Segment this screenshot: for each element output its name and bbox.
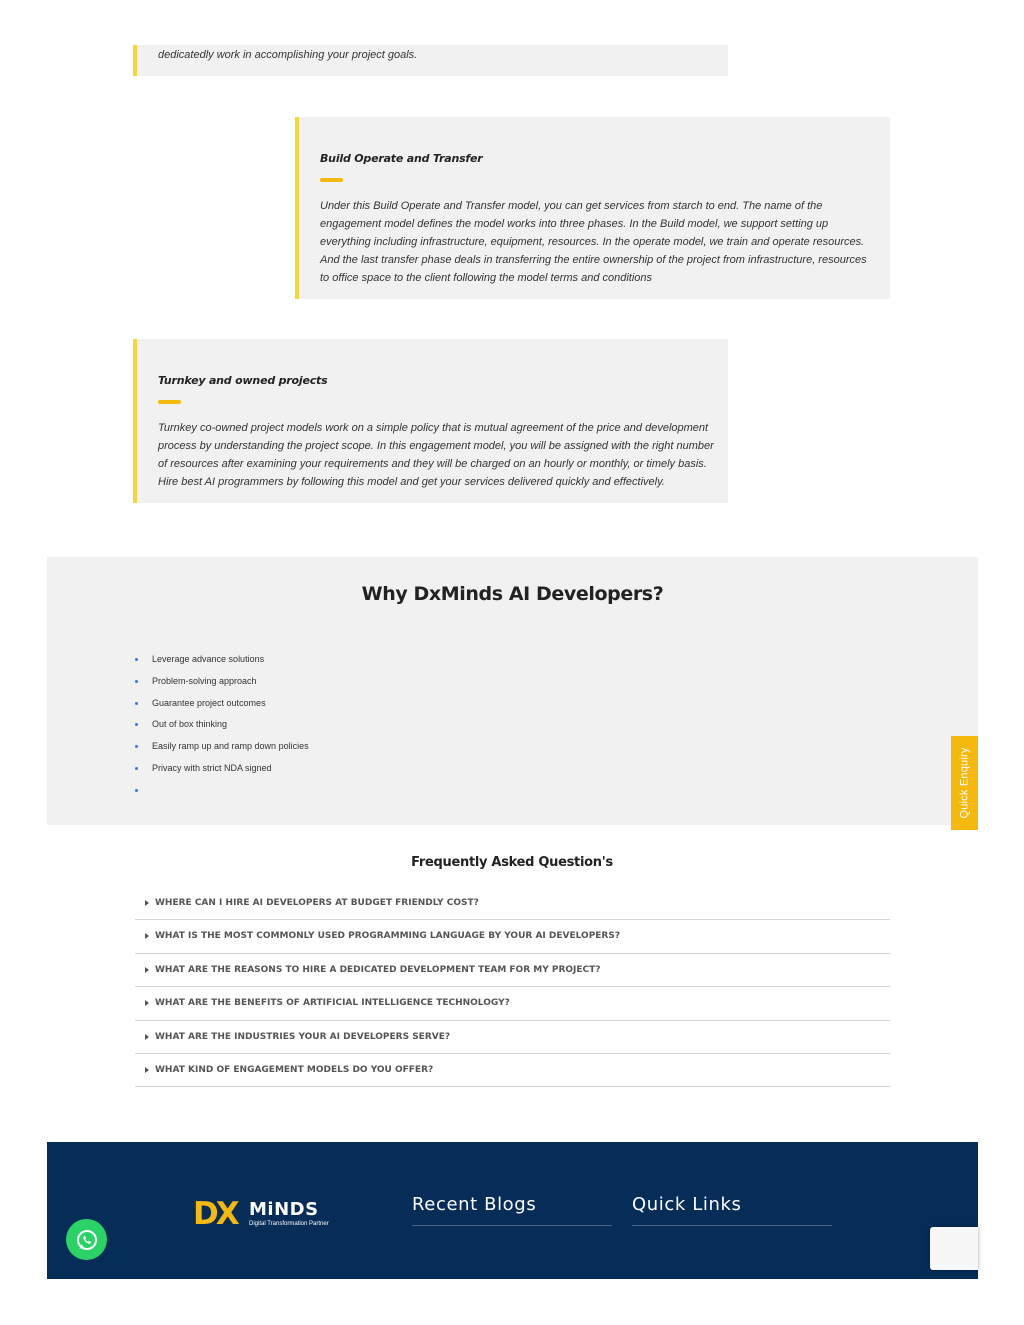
why-section <box>47 557 978 825</box>
list-item: Problem-solving approach <box>135 674 309 696</box>
faq-question-label: WHAT ARE THE REASONS TO HIRE A DEDICATED DEVELOPMENT TEAM FOR MY PROJECT? <box>155 964 601 975</box>
faq-question-label: WHAT KIND OF ENGAGEMENT MODELS DO YOU OFFER? <box>155 1064 434 1075</box>
caret-right-icon <box>145 933 149 939</box>
engagement-card-bot <box>295 117 890 299</box>
logo-tagline: Digital Transformation Partner <box>249 1221 329 1227</box>
caret-right-icon <box>145 1067 149 1073</box>
faq-question-label: WHERE CAN I HIRE AI DEVELOPERS AT BUDGET FRIENDLY COST? <box>155 898 479 908</box>
list-item: Out of box thinking <box>135 717 309 739</box>
footer <box>47 1142 978 1279</box>
whatsapp-button[interactable] <box>66 1219 107 1260</box>
why-title: Why DxMinds AI Developers? <box>361 583 664 605</box>
recent-blogs-column <box>412 1194 612 1226</box>
card-title: Build Operate and Transfer <box>320 152 483 165</box>
whatsapp-icon <box>75 1228 99 1252</box>
faq-question-label: WHAT IS THE MOST COMMONLY USED PROGRAMMING LANGUAGE BY YOUR AI DEVELOPERS? <box>155 931 621 942</box>
card-text: dedicatedly work in accomplishing your project goals. <box>158 49 418 61</box>
caret-right-icon <box>145 900 149 906</box>
caret-right-icon <box>145 967 149 973</box>
card-title: Turnkey and owned projects <box>158 374 328 387</box>
caret-right-icon <box>145 1034 149 1040</box>
card-accent-bar <box>320 178 343 182</box>
list-item: Privacy with strict NDA signed <box>135 761 309 783</box>
quick-enquiry-button[interactable] <box>951 736 978 830</box>
faq-question-label: WHAT ARE THE INDUSTRIES YOUR AI DEVELOPERS SERVE? <box>155 1031 451 1042</box>
list-item <box>135 783 309 805</box>
engagement-card-turnkey <box>133 339 728 503</box>
faq-question[interactable] <box>135 954 890 987</box>
faq-accordion <box>135 887 890 1087</box>
faq-question[interactable] <box>135 887 890 920</box>
quick-links-column <box>632 1194 832 1226</box>
recent-blogs-heading: Recent Blogs <box>412 1194 612 1226</box>
faq-question-label: WHAT ARE THE BENEFITS OF ARTIFICIAL INTELLIGENCE TECHNOLOGY? <box>155 998 510 1009</box>
list-item: Easily ramp up and ramp down policies <box>135 739 309 761</box>
list-item: Leverage advance solutions <box>135 652 309 674</box>
card-text: Turnkey co-owned project models work on a simple policy that is mutual agreement of the price and development process by understanding the project scope. In this engagement model, you will be assigned with the right number of resources after examining your requirements and they will be charged on an hourly or monthly, or timely basis. Hire best AI programmers by following this model and get your services delivered quickly and effectively. <box>158 422 714 488</box>
faq-question[interactable] <box>135 1021 890 1054</box>
faq-question[interactable] <box>135 987 890 1020</box>
faq-question[interactable] <box>135 920 890 953</box>
recaptcha-badge[interactable] <box>930 1227 978 1270</box>
card-accent-bar <box>158 400 181 404</box>
quick-links-heading: Quick Links <box>632 1194 832 1226</box>
faq-title: Frequently Asked Question's <box>411 855 613 870</box>
caret-right-icon <box>145 1000 149 1006</box>
card-text: Under this Build Operate and Transfer model, you can get services from starch to end. The name of the engagement model defines the model works into three phases. In the Build model, we support setting up everything including infrastructure, equipment, resources. In the operate model, we train and operate resources. And the last transfer phase deals in transferring the entire ownership of the project from infrastructure, resources to office space to the client following the model terms and conditions <box>320 200 867 284</box>
dxminds-logo[interactable] <box>193 1196 353 1233</box>
faq-question[interactable] <box>135 1054 890 1087</box>
engagement-card-dedicated <box>133 45 728 76</box>
logo-word: MiNDS <box>249 1199 319 1220</box>
why-list <box>135 652 309 805</box>
quick-enquiry-label: Quick Enquiry <box>958 747 971 819</box>
list-item: Guarantee project outcomes <box>135 696 309 718</box>
logo-mark: DX <box>193 1196 237 1232</box>
